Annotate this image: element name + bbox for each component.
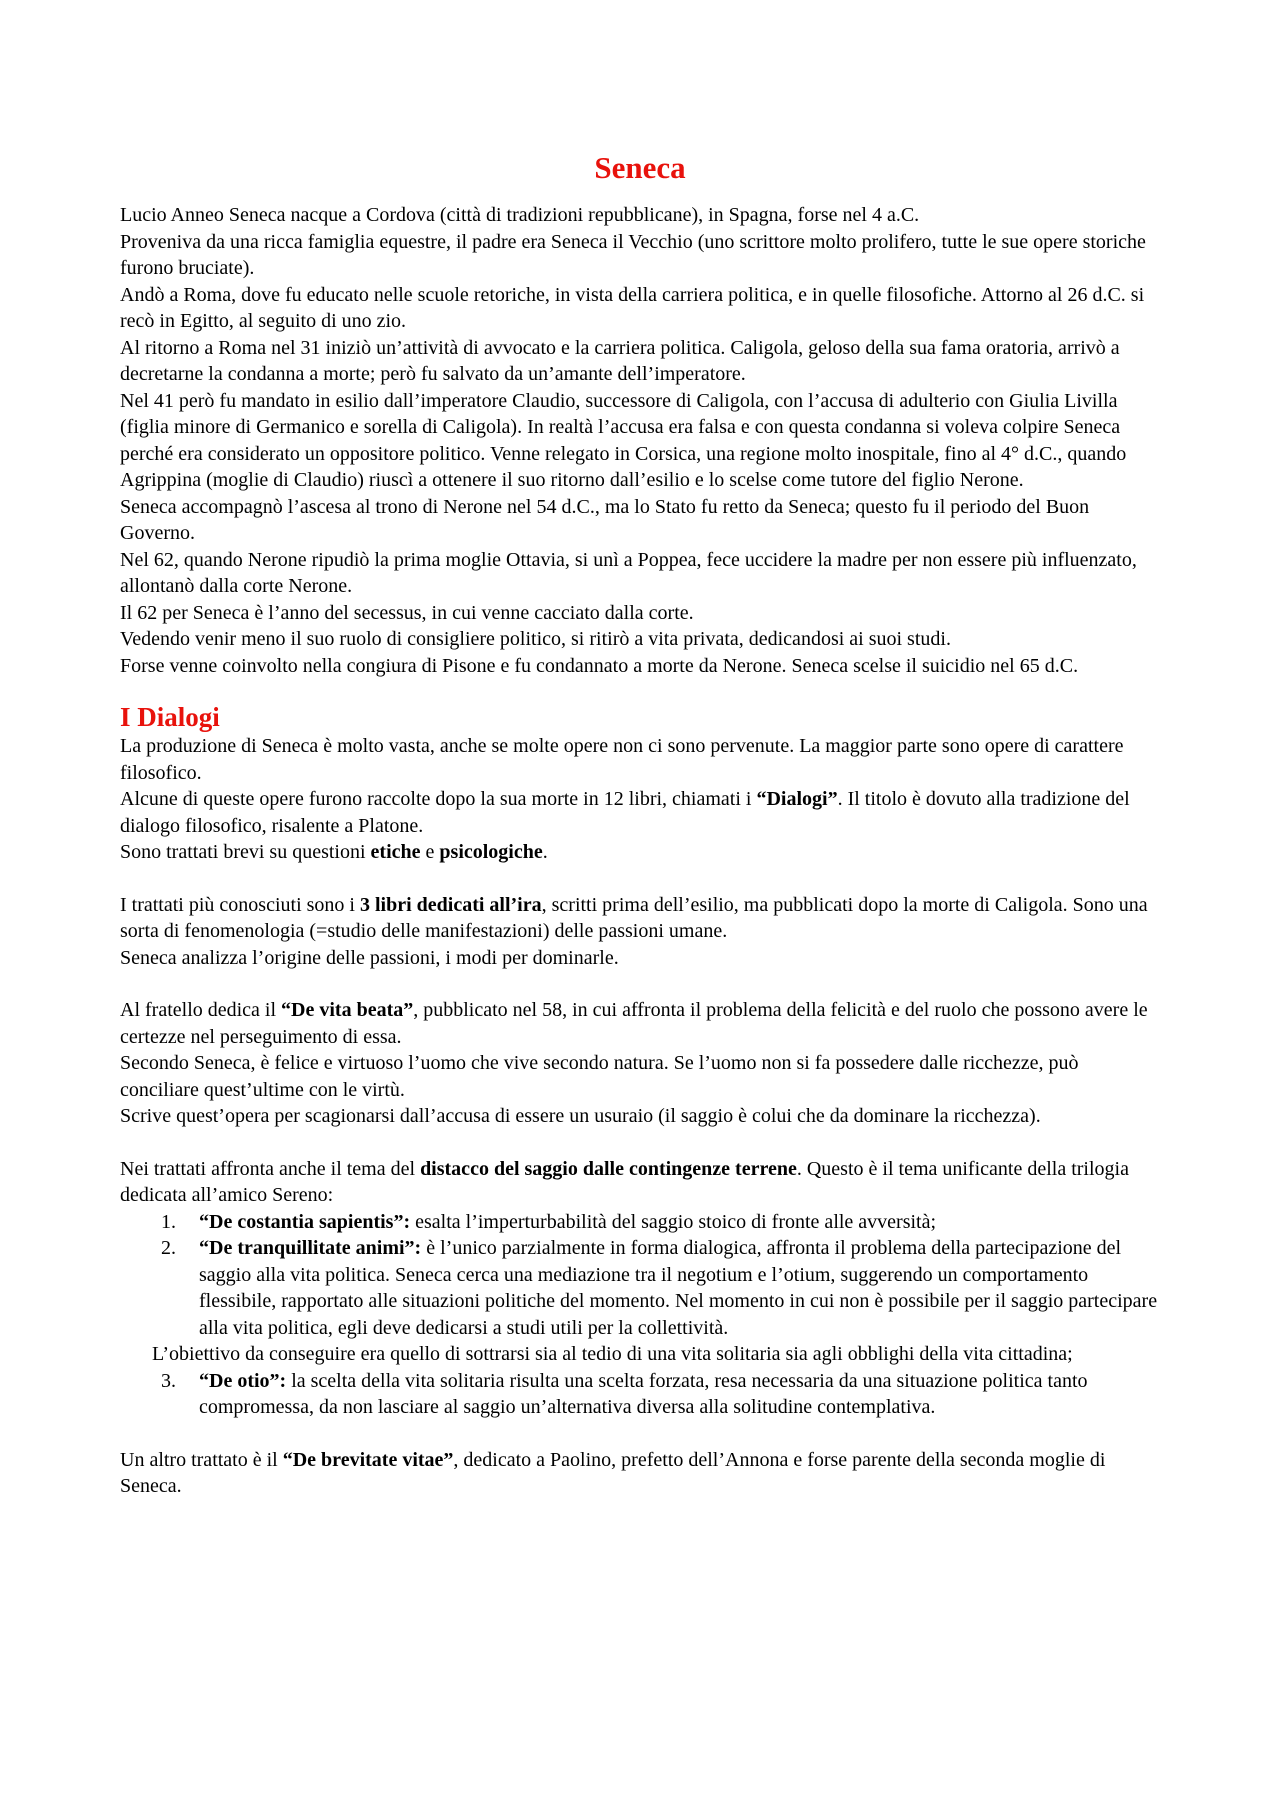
text-run: e: [420, 841, 440, 863]
biography-section: [120, 202, 1160, 679]
distacco-paragraph: [120, 1156, 1160, 1209]
dialogi-collection: [120, 786, 1160, 839]
list-number: 3.: [161, 1369, 176, 1392]
text-run: , dedicato a Paolino, prefetto dell’Annona e forse parente della seconda moglie di Seneca.: [120, 1448, 1106, 1497]
bio-paragraph: Forse venne coinvolto nella congiura di Pisone e fu condannato a morte da Nerone. Seneca scelse il suicidio nel 65 d.C.: [120, 654, 1079, 677]
section-heading-dialogi: I Dialogi: [120, 702, 220, 732]
text-run: . Questo è il tema unificante della trilogia dedicata all’amico Sereno:: [120, 1157, 1129, 1206]
bold-run: psicologiche: [439, 841, 543, 863]
list-number: 2.: [161, 1237, 176, 1259]
bold-run: “De tranquillitate animi”:: [199, 1237, 422, 1259]
dialogi-intro: La produzione di Seneca è molto vasta, anche se molte opere non ci sono pervenute. La maggior parte sono opere di carattere filosofico.: [120, 735, 1124, 784]
list-item: [120, 1209, 1160, 1236]
page-title: Seneca: [594, 150, 686, 185]
trilogy-list-continued: [120, 1368, 1160, 1421]
text-run: .: [542, 841, 548, 863]
vita-beata-paragraph-2: Secondo Seneca, è felice e virtuoso l’uomo che vive secondo natura. Se l’uomo non si fa possedere dalle ricchezze, può conciliare quest’ultime con le virtù.: [120, 1052, 1079, 1101]
bold-run: etiche: [370, 841, 421, 863]
brevitate-paragraph: [120, 1447, 1160, 1500]
text-run: I trattati più conosciuti sono i: [120, 893, 360, 916]
bio-paragraph: Proveniva da una ricca famiglia equestre, il padre era Seneca il Vecchio (uno scrittore molto prolifero, tutte le sue opere storiche furono bruciate).: [120, 230, 1146, 279]
list-item: [120, 1235, 1160, 1341]
text-run: , pubblicato nel 58, in cui affronta il problema della felicità e del ruolo che possono avere le certezze nel perseguimento di essa.: [120, 999, 1148, 1048]
vita-beata-paragraph-3: Scrive quest’opera per scagionarsi dall’accusa di essere un usuraio (il saggio è colui che da dominare la ricchezza).: [120, 1105, 1041, 1127]
text-run: Nei trattati affronta anche il tema del: [120, 1157, 421, 1180]
text-run: Al fratello dedica il: [120, 999, 282, 1021]
bio-paragraph: Il 62 per Seneca è l’anno del secessus, in cui venne cacciato dalla corte.: [120, 601, 694, 624]
text-run: . Il titolo è dovuto alla tradizione del dialogo filosofico, risalente a Platone.: [120, 788, 1130, 837]
trilogy-list: [120, 1209, 1160, 1342]
bold-run: “De brevitate vitae”: [282, 1448, 454, 1471]
list-number: 1.: [161, 1210, 176, 1233]
text-run: è l’unico parzialmente in forma dialogica, affronta il problema della partecipazione del saggio alla vita politica. Seneca cerca una mediazione tra il negotium e l’otium, suggerendo un comportamento flessibile, rapportato alle situazioni politiche del momento. Nel momento in cui non è possibile per il saggio partecipare alla vita politica, egli deve dedicarsi a studi utili per la collettività.: [199, 1237, 1158, 1339]
text-run: esalta l’imperturbabilità del saggio stoico di fronte alle avversità;: [410, 1210, 937, 1233]
bio-paragraph: Andò a Roma, dove fu educato nelle scuole retoriche, in vista della carriera politica, e in quelle filosofiche. Attorno al 26 d.C. si recò in Egitto, al seguito di uno zio.: [120, 283, 1145, 332]
bold-run: “De otio”:: [199, 1369, 287, 1392]
vita-beata-paragraph: [120, 997, 1160, 1050]
bold-run: 3 libri dedicati all’ira: [359, 893, 542, 916]
list-item: [120, 1368, 1160, 1421]
bold-run: “De vita beata”: [281, 999, 414, 1021]
obiettivo-paragraph: L’obiettivo da conseguire era quello di sottrarsi sia al tedio di una vita solitaria sia agli obblighi della vita cittadina;: [152, 1343, 1073, 1365]
bio-paragraph: Lucio Anneo Seneca nacque a Cordova (città di tradizioni repubblicane), in Spagna, forse nel 4 a.C.: [120, 204, 920, 226]
ira-paragraph: [120, 892, 1160, 945]
document-page: [120, 150, 1160, 1500]
dialogi-section: [120, 733, 1160, 1500]
bio-paragraph: Nel 62, quando Nerone ripudiò la prima moglie Ottavia, si unì a Poppea, fece uccidere la madre per non essere più influenzato, allontanò dalla corte Nerone.: [120, 548, 1137, 597]
bio-paragraph: Al ritorno a Roma nel 31 iniziò un’attività di avvocato e la carriera politica. Caligola, geloso della sua fama oratoria, arrivò a decretarne la condanna a morte; però fu salvato da un’amante dell’imperatore.: [120, 336, 1120, 385]
text-run: la scelta della vita solitaria risulta una scelta forzata, resa necessaria da una situazione politica tanto compromessa, da non lasciare al saggio un’alternativa diversa alla solitudine contemplativa.: [199, 1369, 1088, 1418]
bold-run: “De costantia sapientis”:: [199, 1210, 411, 1233]
bio-paragraph: Nel 41 però fu mandato in esilio dall’imperatore Claudio, successore di Caligola, con l’accusa di adulterio con Giulia Livilla (figlia minore di Germanico e sorella di Caligola). In realtà l’accusa era falsa e con questa condanna si voleva colpire Seneca perché era considerato un oppositore politico. Venne relegato in Corsica, una regione molto inospitale, fino al 4° d.C., quando Agrippina (moglie di Claudio) riuscì a ottenere il suo ritorno dall’esilio e lo scelse come tutore del figlio Nerone.: [120, 389, 1127, 491]
text-run: , scritti prima dell’esilio, ma pubblicati dopo la morte di Caligola. Sono una sorta di fenomenologia (=studio delle manifestazioni) delle passioni umane.: [120, 893, 1148, 942]
bold-run: “Dialogi”: [756, 788, 838, 810]
bio-paragraph: Seneca accompagnò l’ascesa al trono di Nerone nel 54 d.C., ma lo Stato fu retto da Seneca; questo fu il periodo del Buon Governo.: [120, 495, 1090, 544]
dialogi-themes: [120, 839, 1160, 866]
text-run: Alcune di queste opere furono raccolte dopo la sua morte in 12 libri, chiamati i: [120, 788, 757, 810]
bold-run: distacco del saggio dalle contingenze terrene: [420, 1157, 797, 1180]
text-run: Un altro trattato è il: [120, 1448, 283, 1471]
bio-paragraph: Vedendo venir meno il suo ruolo di consigliere politico, si ritirò a vita privata, dedicandosi ai suoi studi.: [120, 628, 951, 650]
ira-paragraph-2: Seneca analizza l’origine delle passioni, i modi per dominarle.: [120, 946, 619, 969]
text-run: Sono trattati brevi su questioni: [120, 841, 371, 863]
